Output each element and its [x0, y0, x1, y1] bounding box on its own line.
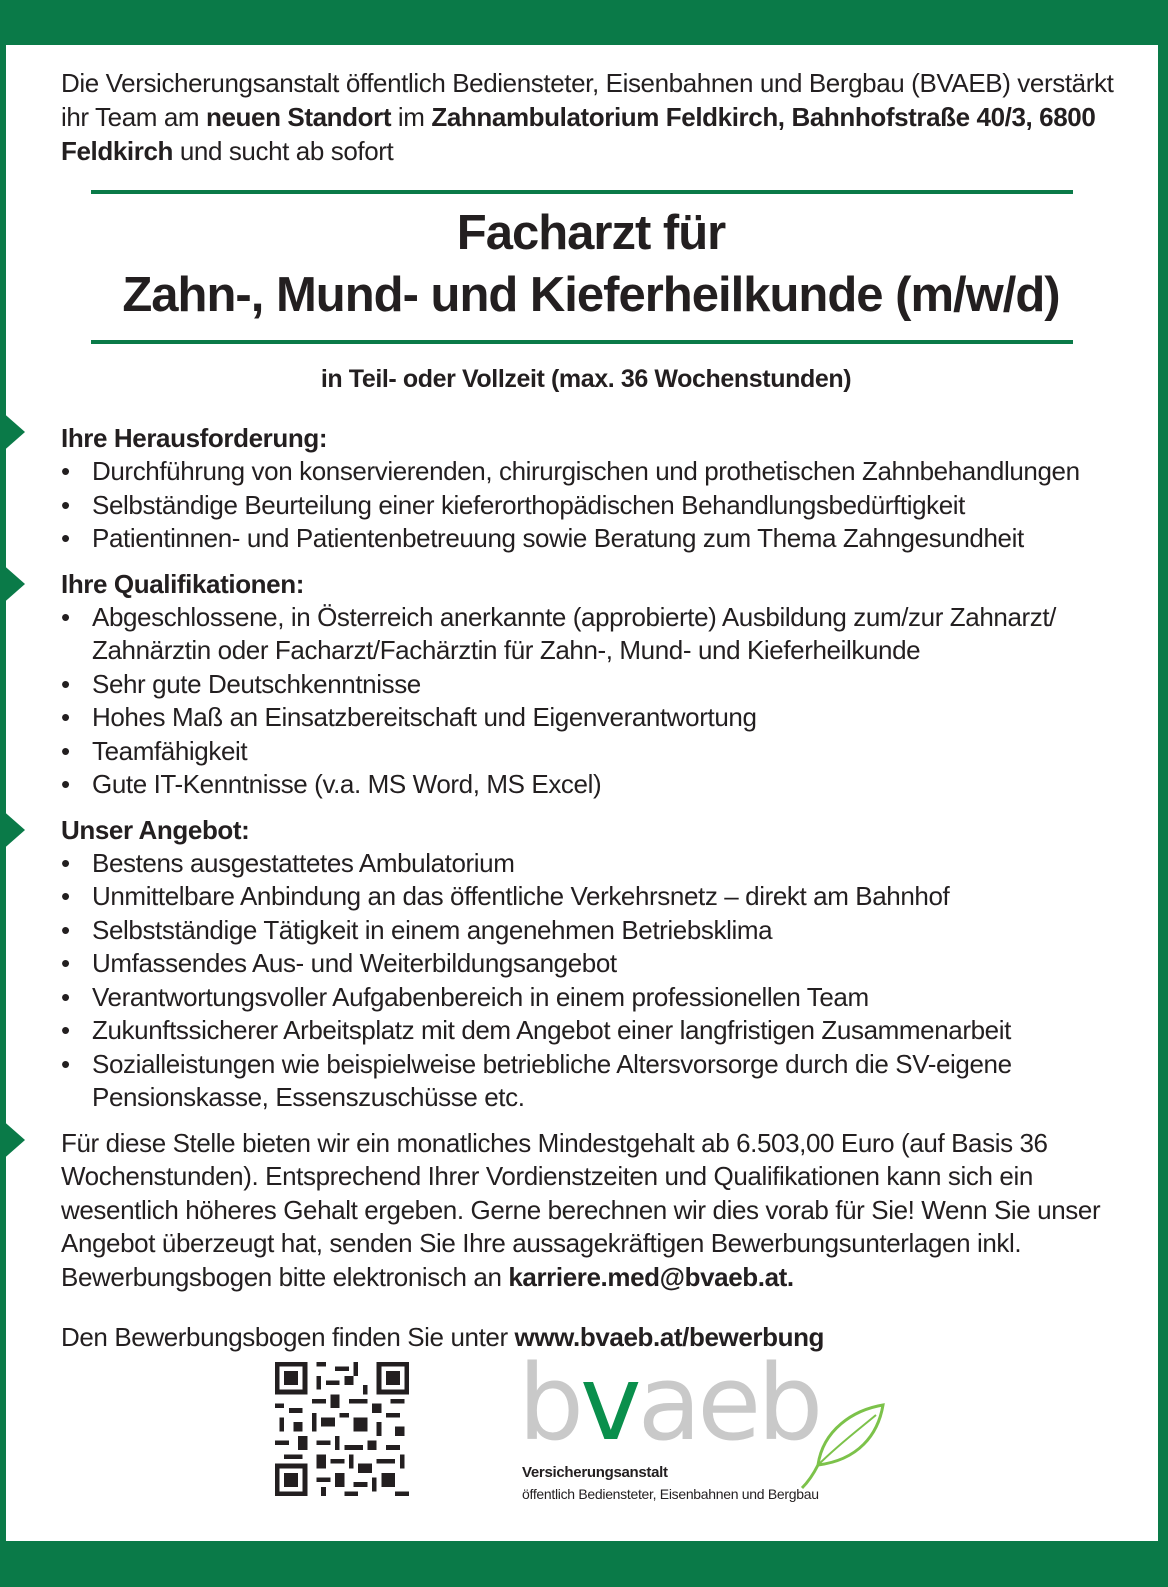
logo-letters: aeb: [637, 1342, 820, 1464]
job-title: [61, 202, 1121, 326]
intro-location-bold: neuen Standort: [206, 102, 392, 132]
employment-type: in Teil- oder Vollzeit (max. 36 Wochenstunden): [320, 365, 852, 393]
bottom-brand-bar: [0, 1541, 1168, 1587]
job-title-line1: Facharzt für: [456, 206, 726, 260]
list-item: • Abgeschlossene, in Österreich anerkannte (approbierte) Ausbildung zum/zur Zahnarzt/ Zahnärztin oder Facharzt/Fachärztin für Zahn-, Mund- und Kieferheilkunde: [61, 601, 1102, 668]
list-item: • Sehr gute Deutschkenntnisse: [61, 668, 1121, 702]
leaf-icon: [788, 1390, 888, 1490]
application-email[interactable]: karriere.med@bvaeb.at.: [508, 1261, 794, 1292]
list-item: • Durchführung von konservierenden, chirurgischen und prothetischen Zahnbehandlungen: [61, 455, 1121, 489]
section-challenge: [61, 422, 1121, 556]
logo-wordmark: [518, 1342, 820, 1464]
qr-code[interactable]: [275, 1362, 409, 1496]
section-qualifications: [61, 568, 1121, 802]
bullet-list: [61, 601, 1121, 802]
list-item: • Umfassendes Aus- und Weiterbildungsangebot: [61, 947, 1121, 981]
list-item: • Verantwortungsvoller Aufgabenbereich in einem professionellen Team: [61, 981, 1121, 1015]
bvaeb-logo: [518, 1342, 878, 1510]
list-item: • Patientinnen- und Patientenbetreuung sowie Beratung zum Thema Zahngesundheit: [61, 522, 1121, 556]
bullet-list: [61, 847, 1121, 1115]
intro-text: Die Versicherungsanstalt öffentlich Bediensteter, Eisenbahnen und Bergbau (BVAEB) verstärkt ihr Team am: [61, 68, 1114, 132]
section-marker-arrow: [0, 1118, 25, 1162]
salary-paragraph: [61, 1127, 1121, 1295]
bullet-list: [61, 455, 1121, 556]
title-rule-top: [91, 190, 1073, 194]
section-heading: Unser Angebot:: [61, 814, 250, 845]
intro-text: und sucht ab sofort: [173, 136, 394, 166]
logo-letter-green: v: [580, 1342, 638, 1464]
intro-paragraph: [61, 66, 1121, 168]
apply-text: Den Bewerbungsbogen finden Sie unter: [61, 1322, 515, 1352]
list-item: • Selbständige Beurteilung einer kieferorthopädischen Behandlungsbedürftigkeit: [61, 489, 1121, 523]
logo-tagline-line2: öffentlich Bediensteter, Eisenbahnen und Bergbau: [522, 1486, 819, 1502]
job-ad-content: [61, 66, 1121, 1380]
section-heading: Ihre Qualifikationen:: [61, 568, 304, 599]
right-frame: [1158, 45, 1168, 1541]
logo-letter: b: [518, 1342, 581, 1464]
intro-address-bold: Zahnambulatorium Feldkirch, Bahnhofstraße 40/3, 6800 Feldkirch: [61, 102, 1096, 166]
title-rule-bottom: [91, 340, 1073, 344]
salary-text: Für diese Stelle bieten wir ein monatliches Mindestgehalt ab 6.503,00 Euro (auf Basis 36 Wochenstunden). Entsprechend Ihrer Vordienstzeiten und Qualifikationen kann sich ein wesentlich höheres Gehalt ergeben. Gerne berechnen wir dies vorab für Sie! Wenn Sie unser Angebot überzeugt hat, senden Sie Ihre aussagekräftigen Bewerbungsunterlagen inkl. Bewerbungsbogen bitte elektronisch an: [61, 1127, 1101, 1292]
list-item: • Selbstständige Tätigkeit in einem angenehmen Betriebsklima: [61, 914, 1121, 948]
application-url-link[interactable]: www.bvaeb.at/bewerbung: [514, 1322, 825, 1352]
job-title-line2: Zahn-, Mund- und Kieferheilkunde (m/w/d): [122, 268, 1060, 322]
list-item: • Teamfähigkeit: [61, 735, 1121, 769]
list-item: • Gute IT-Kenntnisse (v.a. MS Word, MS Excel): [61, 768, 1121, 802]
list-item: • Hohes Maß an Einsatzbereitschaft und Eigenverantwortung: [61, 701, 1121, 735]
intro-text: im: [391, 102, 432, 132]
section-offer: [61, 814, 1121, 1115]
section-heading: Ihre Herausforderung:: [61, 423, 328, 453]
top-brand-bar: [0, 0, 1168, 45]
list-item: • Zukunftssicherer Arbeitsplatz mit dem Angebot einer langfristigen Zusammenarbeit: [61, 1014, 1121, 1048]
section-marker-arrow: [0, 808, 25, 852]
list-item: • Bestens ausgestattetes Ambulatorium: [61, 847, 1121, 881]
left-frame: [0, 45, 6, 1541]
logo-tagline-line1: Versicherungsanstalt: [522, 1464, 668, 1481]
list-item: • Unmittelbare Anbindung an das öffentliche Verkehrsnetz – direkt am Bahnhof: [61, 880, 1121, 914]
section-marker-arrow: [0, 562, 25, 606]
section-marker-arrow: [0, 410, 25, 454]
list-item: • Sozialleistungen wie beispielweise betriebliche Altersvorsorge durch die SV-eigene Pensionskasse, Essenszuschüsse etc.: [61, 1048, 1092, 1115]
